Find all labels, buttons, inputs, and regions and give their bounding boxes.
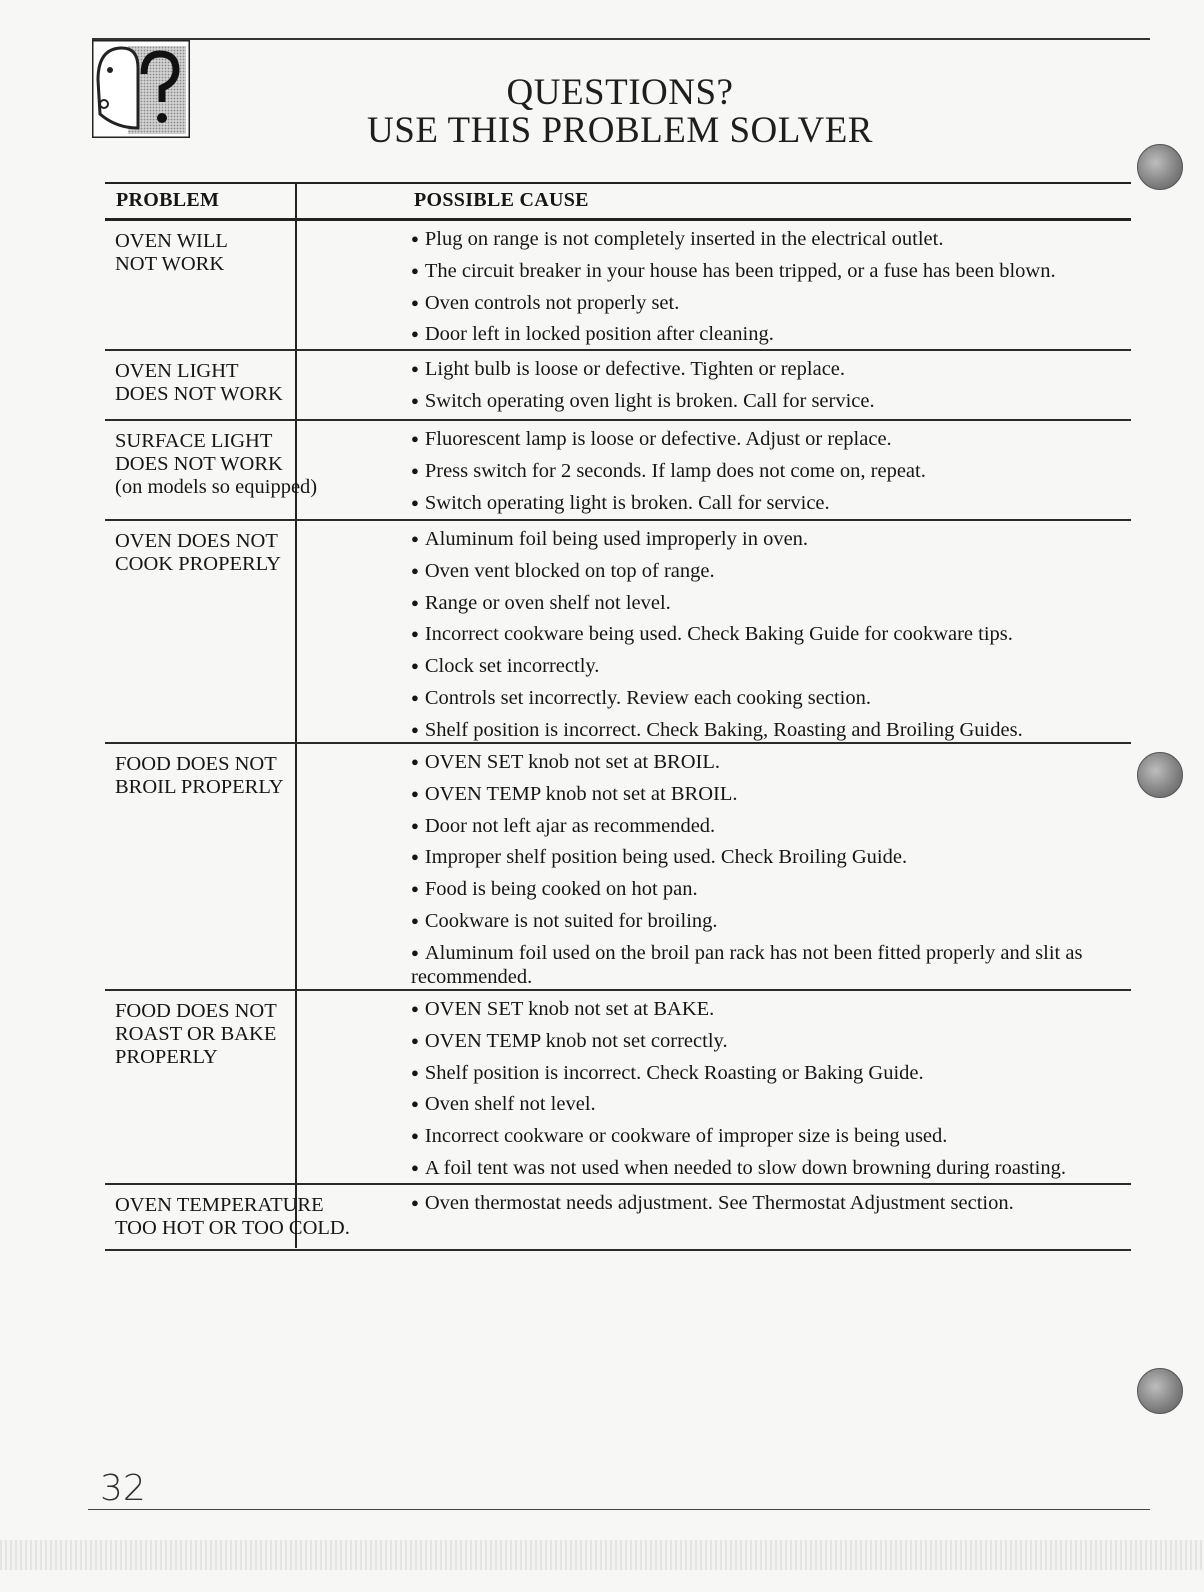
table-row [105,521,1131,744]
problem-label: SURFACE LIGHT DOES NOT WORK (on models so equipped) [115,430,318,498]
cause-text: OVEN TEMP knob not set correctly. [424,1029,728,1052]
cause-text: The circuit breaker in your house has been tripped, or a fuse has been blown. [424,259,1056,282]
cause-item [411,1030,1125,1054]
bullet-icon: ● [411,849,419,865]
cause-item [411,998,1125,1022]
cause-item [411,846,1125,870]
cause-text: Incorrect cookware being used. Check Baking Guide for cookware tips. [424,623,1013,646]
header-problem: PROBLEM [116,189,220,211]
cause-list [411,358,1125,422]
problem-label: OVEN TEMPERATURE TOO HOT OR TOO COLD. [115,1194,350,1239]
cause-text: Aluminum foil being used improperly in oven. [424,528,809,550]
cause-item [411,358,1125,382]
cause-item [411,260,1125,284]
cause-list [411,528,1125,751]
problem-label: OVEN DOES NOT COOK PROPERLY [115,530,281,575]
bullet-icon: ● [411,431,419,446]
cause-text: Door not left ajar as recommended. [424,814,716,837]
cause-item [411,492,1125,516]
problem-label: FOOD DOES NOT BROIL PROPERLY [115,753,284,798]
bullet-icon: ● [411,262,419,278]
problem-solver-table [105,182,1131,1251]
cause-item [411,655,1125,679]
cause-item [411,460,1125,484]
bullet-icon: ● [411,881,419,897]
cause-item [411,592,1125,616]
cause-text: Light bulb is loose or defective. Tighten or replace. [424,358,846,380]
cause-text: Range or oven shelf not level. [424,591,671,614]
scan-artifact-strip [0,1540,1204,1570]
cause-item [411,1062,1125,1086]
bullet-icon: ● [411,231,419,246]
cause-item [411,560,1125,584]
cause-item [411,323,1125,347]
punch-hole-top [1137,144,1183,190]
header-possible-cause: POSSIBLE CAUSE [414,189,589,211]
table-row [105,744,1131,991]
cause-list [411,228,1125,355]
cause-item [411,1192,1125,1216]
bottom-rule [88,1509,1150,1510]
cause-item [411,942,1125,989]
cause-item [411,428,1125,452]
cause-text: Aluminum foil used on the broil pan rack has not been fitted properly and slit as recommended. [411,941,1083,988]
cause-item [411,751,1125,775]
page-number: 32 [100,1468,146,1509]
cause-text: Incorrect cookware or cookware of improper size is being used. [424,1125,948,1148]
cause-text: Oven controls not properly set. [424,291,680,314]
bullet-icon: ● [411,462,419,478]
table-row [105,421,1131,521]
cause-item [411,390,1125,414]
bullet-icon: ● [411,689,419,705]
cause-item [411,528,1125,552]
cause-list [411,1192,1125,1224]
top-rule [92,38,1150,40]
bullet-icon: ● [411,912,419,928]
bullet-icon: ● [411,562,419,578]
cause-list [411,428,1125,523]
problem-label: OVEN LIGHT DOES NOT WORK [115,360,283,405]
bullet-icon: ● [411,1096,419,1112]
cause-text: Shelf position is incorrect. Check Roasting or Baking Guide. [424,1061,924,1084]
cause-text: OVEN TEMP knob not set at BROIL. [424,782,738,805]
bullet-icon: ● [411,294,419,310]
bullet-icon: ● [411,1032,419,1048]
cause-text: A foil tent was not used when needed to slow down browning during roasting. [424,1156,1066,1179]
cause-text: Controls set incorrectly. Review each cooking section. [424,686,871,709]
bullet-icon: ● [411,1159,419,1175]
cause-item [411,1157,1125,1181]
cause-item [411,1093,1125,1117]
punch-hole-bottom [1137,1368,1183,1414]
table-row [105,221,1131,351]
cause-list [411,998,1125,1189]
cause-text: Switch operating light is broken. Call for service. [424,491,830,514]
bullet-icon: ● [411,531,419,546]
cause-text: Cookware is not suited for broiling. [424,909,718,932]
cause-text: Oven thermostat needs adjustment. See Thermostat Adjustment section. [424,1192,1014,1214]
bullet-icon: ● [411,785,419,801]
bullet-icon: ● [411,658,419,674]
cause-item [411,623,1125,647]
bullet-icon: ● [411,626,419,642]
cause-text: OVEN SET knob not set at BAKE. [424,998,715,1020]
title-line-1: QUESTIONS? [506,72,734,113]
table-row [105,351,1131,421]
bullet-icon: ● [411,1001,419,1016]
bullet-icon: ● [411,944,419,960]
bullet-icon: ● [411,721,419,737]
cause-text: Plug on range is not completely inserted in the electrical outlet. [424,228,944,250]
cause-item [411,228,1125,252]
cause-item [411,878,1125,902]
table-row [105,991,1131,1185]
bullet-icon: ● [411,494,419,510]
table-header [105,182,1131,221]
cause-text: Clock set incorrectly. [424,655,600,678]
cause-item [411,783,1125,807]
cause-text: OVEN SET knob not set at BROIL. [424,751,721,773]
bullet-icon: ● [411,1064,419,1080]
cause-text: Press switch for 2 seconds. If lamp does not come on, repeat. [424,459,926,482]
table-row [105,1185,1131,1251]
cause-text: Oven vent blocked on top of range. [424,559,715,582]
bullet-icon: ● [411,754,419,769]
cause-text: Oven shelf not level. [424,1093,596,1116]
punch-hole-middle [1137,752,1183,798]
bullet-icon: ● [411,594,419,610]
problem-label: OVEN WILL NOT WORK [115,230,228,275]
bullet-icon: ● [411,392,419,408]
cause-text: Shelf position is incorrect. Check Baking, Roasting and Broiling Guides. [424,718,1023,741]
cause-text: Door left in locked position after cleaning. [424,323,774,346]
cause-item [411,719,1125,743]
cause-text: Fluorescent lamp is loose or defective. Adjust or replace. [424,428,892,450]
cause-item [411,1125,1125,1149]
cause-item [411,687,1125,711]
problem-label: FOOD DOES NOT ROAST OR BAKE PROPERLY [115,1000,277,1068]
bullet-icon: ● [411,1195,419,1210]
bullet-icon: ● [411,817,419,833]
title-line-2: USE THIS PROBLEM SOLVER [367,110,873,151]
cause-list [411,751,1125,997]
cause-text: Improper shelf position being used. Check Broiling Guide. [424,846,908,869]
cause-item [411,815,1125,839]
bullet-icon: ● [411,1128,419,1144]
cause-item [411,910,1125,934]
bullet-icon: ● [411,361,419,376]
cause-text: Switch operating oven light is broken. Call for service. [424,389,875,412]
cause-item [411,292,1125,316]
question-face-icon [92,40,190,138]
cause-text: Food is being cooked on hot pan. [424,878,698,901]
bullet-icon: ● [411,326,419,342]
page-title [240,74,1000,150]
